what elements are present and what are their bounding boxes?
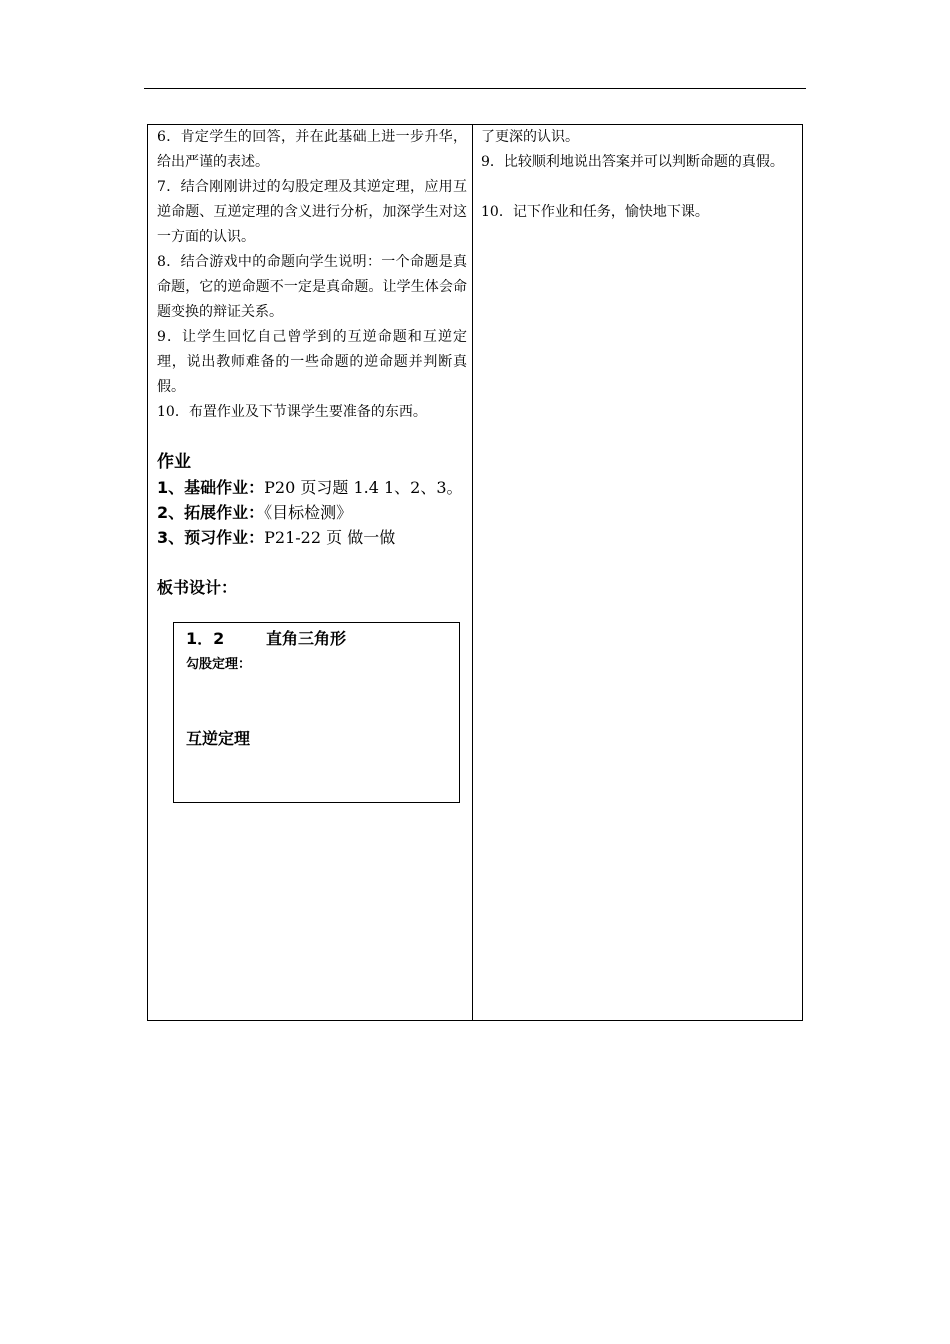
- homework-label: 3、预习作业：: [157, 528, 265, 547]
- homework-label: 1、基础作业：: [157, 478, 265, 497]
- blank-line: [481, 175, 799, 200]
- teacher-activity-column: [157, 125, 467, 600]
- board-line-converse: 互逆定理: [186, 729, 251, 748]
- paragraph: 6．肯定学生的回答，并在此基础上进一步升华，给出严谨的表述。: [157, 129, 467, 170]
- paragraph: 8．结合游戏中的命题向学生说明：一个命题是真命题，它的逆命题不一定是真命题。让学生体会命题变换的辩证关系。: [157, 254, 467, 320]
- paragraph: 9．比较顺利地说出答案并可以判断命题的真假。: [481, 154, 784, 170]
- paragraph: 10．记下作业和任务，愉快地下课。: [481, 204, 709, 220]
- paragraph: 9．让学生回忆自己曾学到的互逆命题和互逆定理，说出教师难备的一些命题的逆命题并判断真假。: [157, 329, 467, 395]
- blank-line: [157, 425, 467, 450]
- student-activity-column: [481, 125, 799, 225]
- board-design-title: 板书设计：: [157, 578, 238, 597]
- homework-text: P20 页习题 1.4 1、2、3。: [264, 478, 463, 497]
- homework-text: 《目标检测》: [264, 503, 353, 522]
- column-divider: [472, 125, 473, 1020]
- board-design-box: [173, 622, 460, 803]
- paragraph: 10．布置作业及下节课学生要准备的东西。: [157, 404, 427, 420]
- homework-label: 2、拓展作业：: [157, 503, 265, 522]
- lesson-table: [147, 124, 803, 1021]
- homework-item: [157, 475, 467, 500]
- blank-line: [157, 550, 467, 575]
- homework-title: 作业: [157, 452, 191, 472]
- paragraph: 了更深的认识。: [481, 129, 579, 145]
- homework-item: [157, 500, 467, 525]
- board-line-pythagorean: 勾股定理：: [186, 657, 252, 672]
- board-heading: [186, 627, 346, 651]
- header-rule: [144, 88, 806, 89]
- paragraph: 7．结合刚刚讲过的勾股定理及其逆定理，应用互逆命题、互逆定理的含义进行分析，加深学生对这一方面的认识。: [157, 179, 467, 245]
- homework-item: [157, 525, 467, 550]
- section-number: 1．2: [186, 629, 225, 648]
- section-heading: 直角三角形: [266, 629, 347, 648]
- homework-text: P21-22 页 做一做: [264, 528, 396, 547]
